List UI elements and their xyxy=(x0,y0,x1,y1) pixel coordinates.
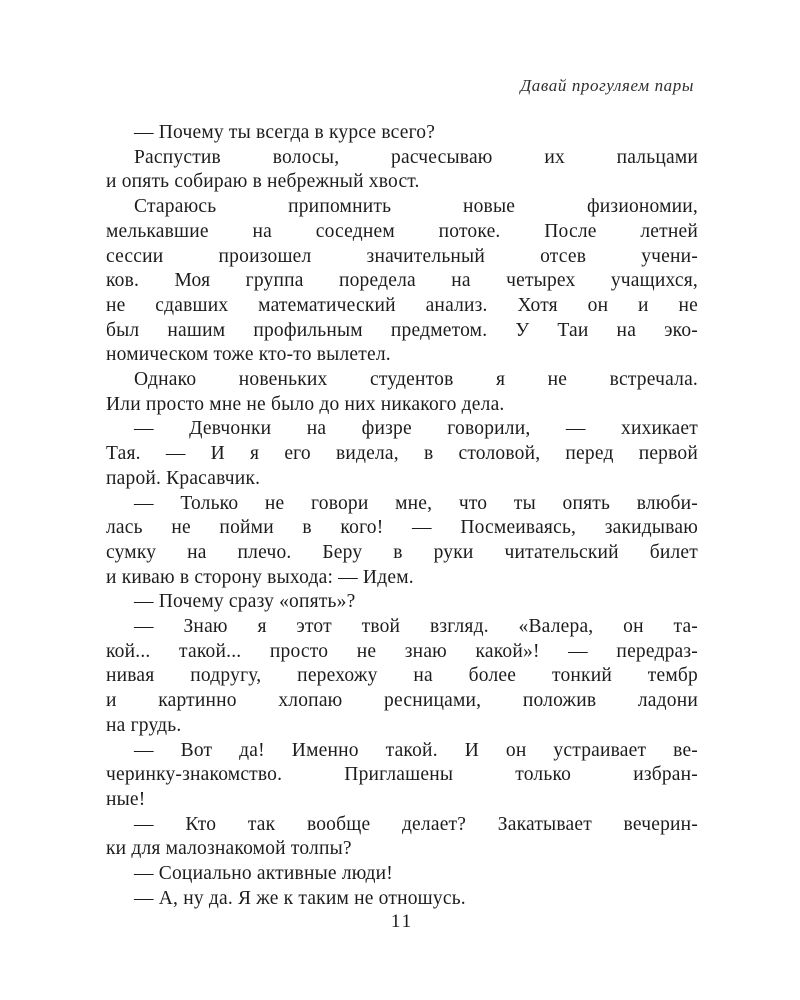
text-line: сумку на плечо. Беру в руки читательский билет xyxy=(106,541,698,563)
paragraph xyxy=(106,195,698,368)
text-line: Распустив волосы, расчесываю их пальцами xyxy=(134,146,698,168)
page-number: 11 xyxy=(390,911,414,932)
text-block xyxy=(106,121,698,912)
text-line: и картинно хлопаю ресницами, положив ладони xyxy=(106,690,698,712)
text-line: — Социально активные люди! xyxy=(134,863,393,885)
text-line: Однако новеньких студентов я не встречала. xyxy=(134,369,698,391)
paragraph xyxy=(106,368,698,417)
text-line: Стараюсь припомнить новые физиономии, xyxy=(134,196,698,218)
running-title: Давай прогуляем пары xyxy=(520,76,694,95)
text-line: Или просто мне не было до них никакого дела. xyxy=(106,393,505,415)
paragraph xyxy=(106,121,698,146)
text-line: черинку-знакомство. Приглашены только избран- xyxy=(106,764,698,786)
text-line: — Кто так вообще делает? Закатывает вечерин- xyxy=(134,813,698,835)
text-line: и киваю в сторону выхода: — Идем. xyxy=(106,566,414,588)
text-line: Тая. — И я его видела, в столовой, перед первой xyxy=(106,443,698,465)
paragraph xyxy=(106,146,698,195)
text-line: — А, ну да. Я же к таким не отношусь. xyxy=(134,887,466,909)
text-line: ные! xyxy=(106,788,146,810)
text-line: ки для малознакомой толпы? xyxy=(106,838,352,860)
text-line: был нашим профильным предметом. У Таи на эко- xyxy=(106,319,698,341)
text-line: — Только не говори мне, что ты опять влюби- xyxy=(134,492,698,514)
text-line: — Почему сразу «опять»? xyxy=(134,591,356,613)
paragraph xyxy=(106,615,698,739)
paragraph xyxy=(106,492,698,591)
paragraph xyxy=(106,887,698,912)
text-line: ков. Моя группа поредела на четырех учащихся, xyxy=(106,270,698,292)
text-line: номическом тоже кто-то вылетел. xyxy=(106,344,391,366)
text-line: парой. Красавчик. xyxy=(106,467,261,489)
paragraph xyxy=(106,813,698,862)
text-line: и опять собираю в небрежный хвост. xyxy=(106,171,420,193)
paragraph xyxy=(106,862,698,887)
paragraph xyxy=(106,739,698,813)
text-line: — Знаю я этот твой взгляд. «Валера, он та- xyxy=(134,616,698,638)
text-line: не сдавших математический анализ. Хотя он и не xyxy=(106,294,698,316)
text-line: кой... такой... просто не знаю какой»! — передраз- xyxy=(106,640,698,662)
text-line: на грудь. xyxy=(106,714,182,736)
text-line: лась не пойми в кого! — Посмеиваясь, закидываю xyxy=(106,517,698,539)
text-line: сессии произошел значительный отсев учени- xyxy=(106,245,698,267)
text-line: — Почему ты всегда в курсе всего? xyxy=(134,122,436,143)
text-line: — Девчонки на физре говорили, — хихикает xyxy=(134,418,698,440)
paragraph xyxy=(106,590,698,615)
paragraph xyxy=(106,417,698,491)
text-line: мелькавшие на соседнем потоке. После летней xyxy=(106,220,698,242)
text-line: — Вот да! Именно такой. И он устраивает ве- xyxy=(134,739,698,761)
text-line: нивая подругу, перехожу на более тонкий тембр xyxy=(106,665,698,687)
